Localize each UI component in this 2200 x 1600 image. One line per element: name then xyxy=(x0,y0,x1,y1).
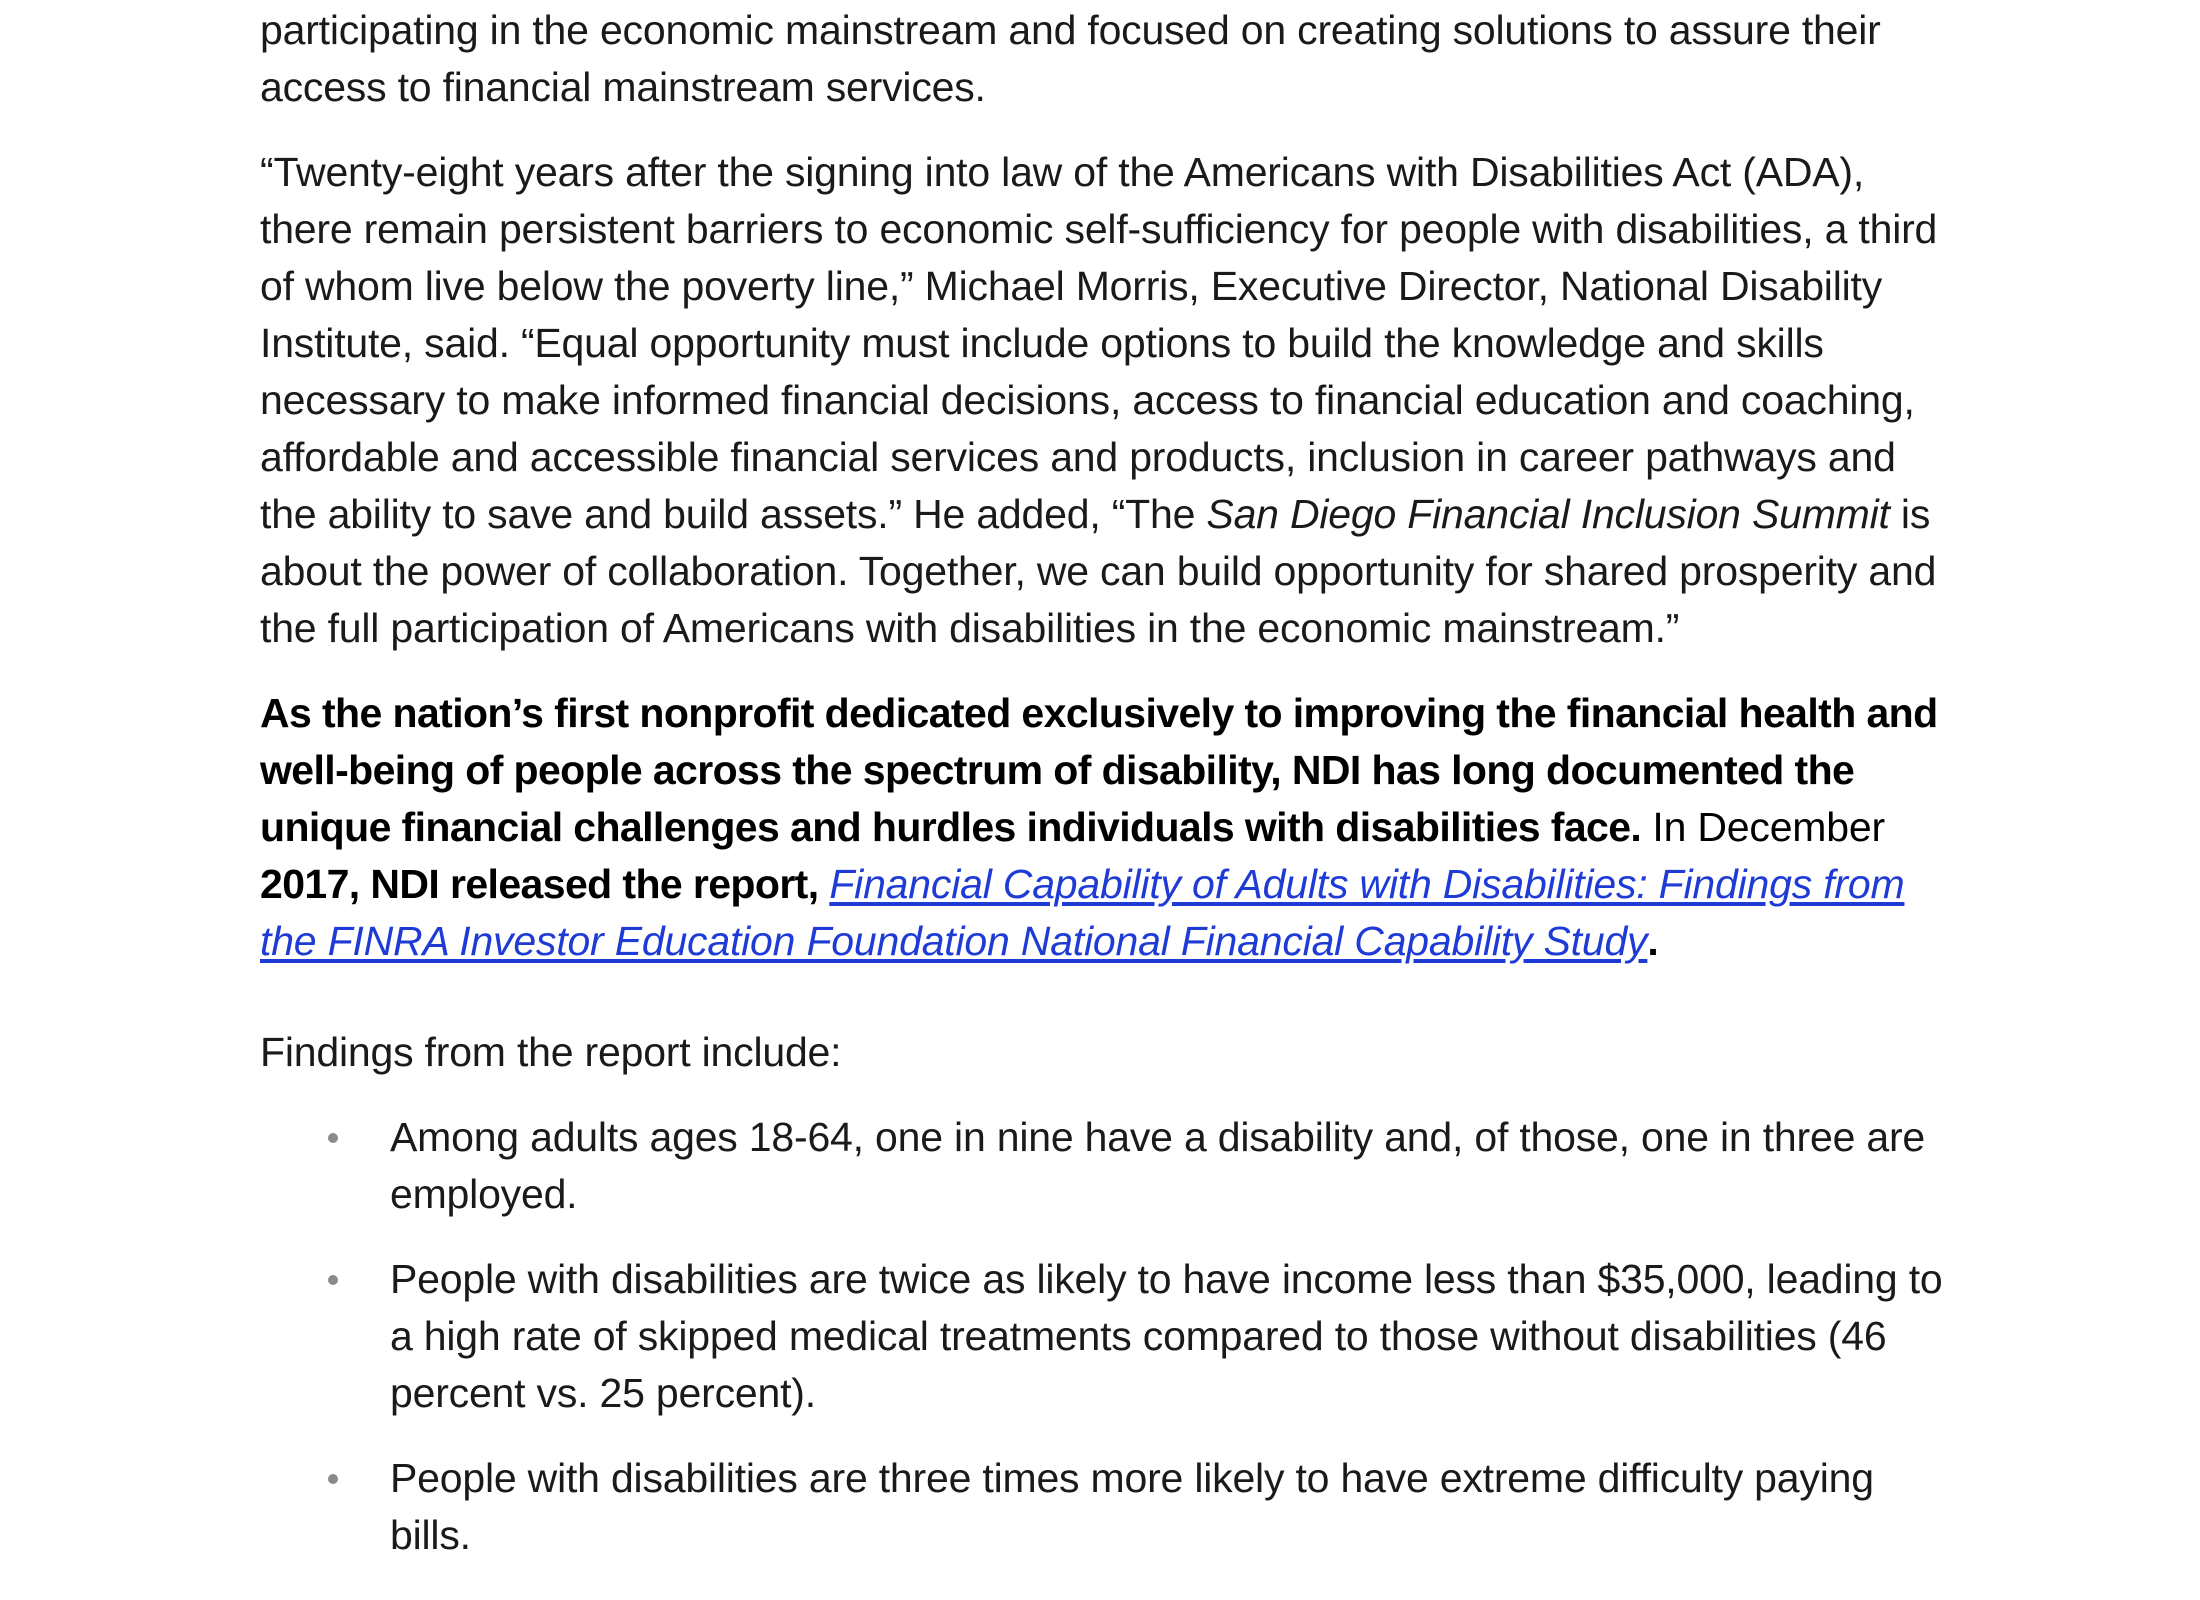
list-item xyxy=(260,1450,1960,1564)
summit-name: San Diego Financial Inclusion Summit xyxy=(1206,491,1890,537)
bullet-icon xyxy=(328,1133,338,1143)
paragraph-ndi-report xyxy=(260,685,1960,970)
quote-text-part1: “Twenty-eight years after the signing into law of the Americans with Disabilities Act (ADA), there remain persistent barriers to economic self-sufficiency for people with disabilities, a third of whom live below the poverty line,” Michael Morris, Executive Director, National Disability Institute, said. “Equal opportunity must include options to build the knowledge and skills necessary to make informed financial decisions, access to financial education and coaching, affordable and accessible financial services and products, inclusion in career pathways and the ability to save and build assets.” He added, “The xyxy=(260,149,1938,537)
paragraph-text: participating in the economic mainstream and focused on creating solutions to assure their access to financial mainstream services. xyxy=(260,7,1881,110)
ndi-regular-text: In December xyxy=(1641,804,1885,850)
paragraph-morris-quote xyxy=(260,144,1960,657)
ndi-bold-text-2: 2017, NDI released the report, xyxy=(260,861,830,907)
report-link[interactable]: Financial Capability of Adults with Disabilities: Findings from the FINRA Investor Education Foundation National Financial Capability Study xyxy=(260,861,1905,964)
paragraph-mainstream-access xyxy=(260,2,1960,116)
findings-intro: Findings from the report include: xyxy=(260,1029,842,1075)
bullet-icon xyxy=(328,1275,338,1285)
ndi-bold-text: As the nation’s first nonprofit dedicated exclusively to improving the financial health and well-being of people across the spectrum of disability, NDI has long documented the unique financial challenges and hurdles individuals with disabilities face. xyxy=(260,690,1938,850)
period: . xyxy=(1647,918,1659,964)
bullet-icon xyxy=(328,1474,338,1484)
list-item-text: Among adults ages 18-64, one in nine have a disability and, of those, one in three are employed. xyxy=(390,1114,1926,1217)
document-body xyxy=(260,0,1960,1592)
quote-text-part2: is about the power of collaboration. Together, we can build opportunity for shared prosperity and the full participation of Americans with disabilities in the economic mainstream.” xyxy=(260,491,1937,651)
list-item-text: People with disabilities are three times more likely to have extreme difficulty paying bills. xyxy=(390,1455,1874,1558)
list-item xyxy=(260,1251,1960,1422)
findings-list xyxy=(260,1109,1960,1564)
list-item xyxy=(260,1109,1960,1223)
list-item-text: People with disabilities are twice as likely to have income less than $35,000, leading to a high rate of skipped medical treatments compared to those without disabilities (46 percent vs. 25 percent). xyxy=(390,1256,1943,1416)
